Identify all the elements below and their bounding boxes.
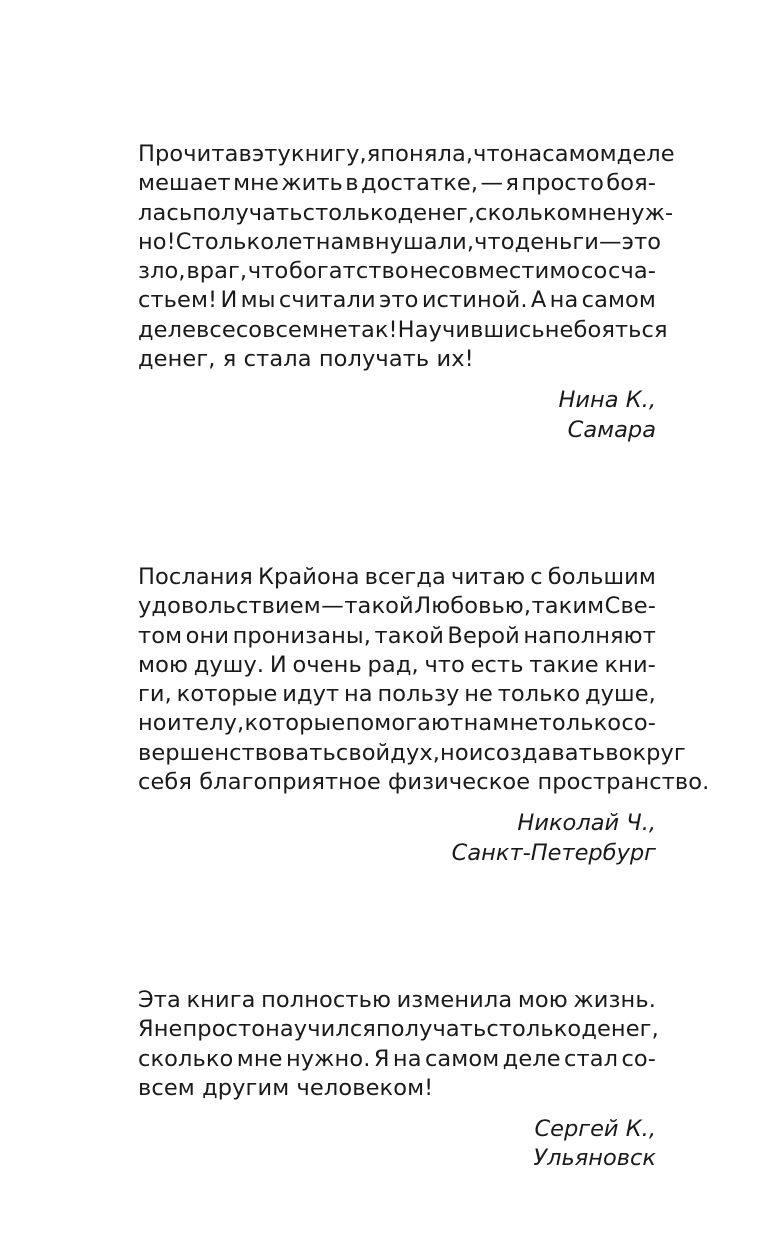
- text-line: ги, которые идут на пользу не только душе,: [138, 681, 656, 708]
- text-line: но! Столько лет нам внушали, что деньги — это: [138, 228, 662, 255]
- text-line: деле все совсем не так! Научившись не бояться: [138, 316, 668, 343]
- signature-name: Сергей К.,: [534, 1116, 656, 1143]
- signature-city: Ульяновск: [533, 1145, 656, 1172]
- text-line: лась получать столько денег, сколько мне нуж-: [138, 199, 674, 226]
- text-line: денег, я стала получать их!: [138, 346, 474, 373]
- signature-city: Санкт-Петербург: [451, 839, 656, 866]
- text-line: себя благоприятное физическое пространство.: [138, 769, 710, 796]
- text-line: мою душу. И очень рад, что есть такие кни-: [138, 651, 656, 678]
- text-line: зло, враг, что богатство несовместимо со сча-: [138, 258, 656, 285]
- signature-name: Нина К.,: [558, 387, 656, 414]
- text-line: Прочитав эту книгу, я поняла, что на самом деле: [138, 141, 675, 167]
- testimonial-signature: [138, 1115, 656, 1174]
- text-line: Послания Крайона всегда читаю с большим: [138, 563, 656, 590]
- text-line: всем другим человеком!: [138, 1074, 434, 1101]
- testimonial-block: [138, 140, 675, 445]
- text-line: сколько мне нужно. Я на самом деле стал со-: [138, 1045, 656, 1072]
- testimonial-signature: [138, 809, 656, 868]
- testimonial-signature: [138, 386, 656, 445]
- testimonial-block: [138, 986, 659, 1174]
- testimonials-container: [138, 140, 710, 1174]
- signature-name: Николай Ч.,: [517, 810, 656, 837]
- testimonial-body: [138, 986, 659, 1103]
- text-line: удовольствием — такой Любовью, таким Све-: [138, 593, 656, 620]
- text-line: но и телу, которые помогают нам не только со-: [138, 710, 656, 737]
- text-line: мешает мне жить в достатке, — я просто боя-: [138, 170, 656, 197]
- signature-city: Самара: [567, 416, 656, 443]
- testimonial-body: [138, 140, 675, 374]
- text-line: Эта книга полностью изменила мою жизнь.: [138, 986, 656, 1013]
- testimonial-block: [138, 563, 710, 868]
- text-line: стьем! И мы считали это истиной. А на самом: [138, 287, 656, 314]
- text-line: Я не просто научился получать столько денег,: [138, 1016, 659, 1043]
- text-line: том они пронизаны, такой Верой наполняют: [138, 622, 656, 649]
- testimonial-body: [138, 563, 710, 797]
- text-line: вершенствовать свой дух, но и создавать вокруг: [138, 739, 686, 766]
